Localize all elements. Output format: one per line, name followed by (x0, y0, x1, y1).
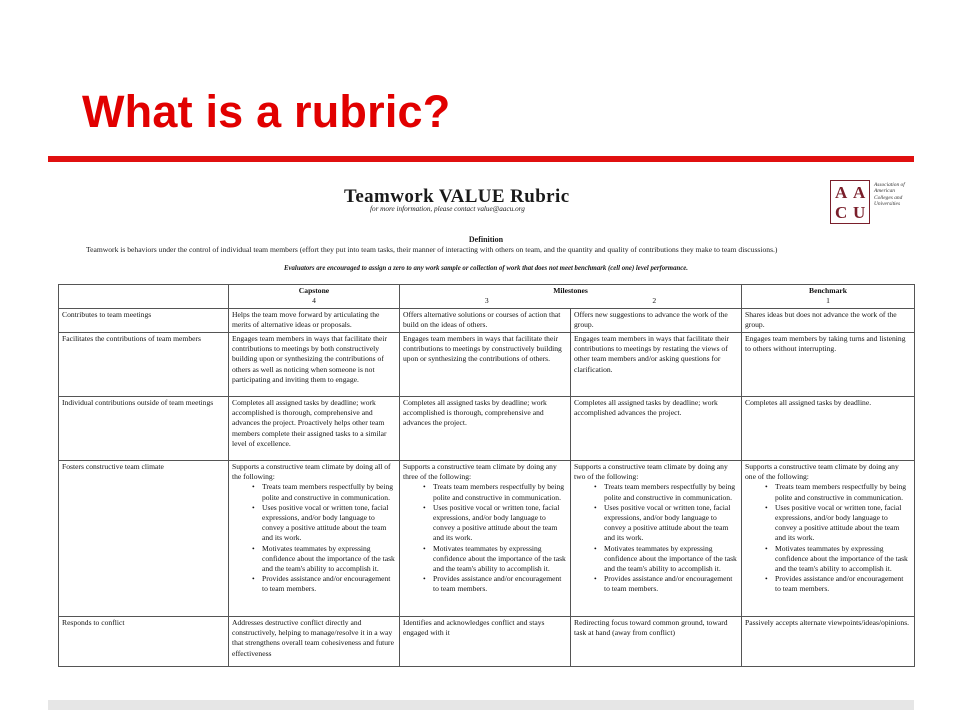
rubric-cell (229, 461, 400, 617)
table-row (59, 617, 915, 667)
criterion-cell: Contributes to team meetings (59, 309, 229, 333)
header-milestones (400, 285, 742, 309)
header-capstone-label: Capstone (298, 286, 330, 295)
logo-letter: A (835, 183, 848, 202)
definition-heading: Definition (468, 235, 504, 244)
header-milestone-level: 2 (652, 296, 657, 306)
rubric-cell: Completes all assigned tasks by deadline; work accomplished is thorough, comprehensive and advances the project. Proactively helps other team members complete their assigned tasks to a similar level of excellence. (229, 397, 400, 461)
climate-intro: Supports a constructive team climate by doing any three of the following: (403, 462, 557, 482)
table-header-row (59, 285, 915, 309)
definition-text: Teamwork is behaviors under the control of individual team members (effort they put into team tasks, their manner of interacting with others on team, and the quantity and quality of contributions they make to team discussions.) (86, 245, 778, 254)
climate-intro: Supports a constructive team climate by doing all of the following: (232, 462, 391, 482)
footer-band (48, 700, 914, 710)
rubric-cell: Identifies and acknowledges conflict and stays engaged with it (400, 617, 571, 667)
header-capstone (229, 285, 400, 309)
rubric-title: Teamwork VALUE Rubric (344, 186, 570, 207)
climate-bullet-list (232, 482, 396, 594)
logo-letter: C (835, 203, 848, 222)
criterion-cell: Responds to conflict (59, 617, 229, 667)
list-item: • Uses positive vocal or written tone, facial expressions, and/or body language to convey a positive attitude about the team and its work. (574, 503, 738, 544)
rubric-cell: Helps the team move forward by articulating the merits of alternative ideas or proposals. (229, 309, 400, 333)
evaluators-note: Evaluators are encouraged to assign a zero to any work sample or collection of work that does not meet benchmark (cell one) level performance. (283, 265, 689, 272)
rubric-cell: Passively accepts alternate viewpoints/ideas/opinions. (742, 617, 915, 667)
rubric-cell: Offers alternative solutions or courses of action that build on the ideas of others. (400, 309, 571, 333)
climate-intro: Supports a constructive team climate by doing any two of the following: (574, 462, 728, 482)
list-item: • Provides assistance and/or encouragement to team members. (745, 574, 911, 594)
list-item: • Treats team members respectfully by being polite and constructive in communication. (403, 482, 567, 502)
list-item: • Provides assistance and/or encouragement to team members. (232, 574, 396, 594)
criterion-cell: Individual contributions outside of team meetings (59, 397, 229, 461)
logo-letter: A (853, 183, 866, 202)
aacu-logo (830, 180, 914, 226)
rubric-cell: Completes all assigned tasks by deadline; work accomplished advances the project. (571, 397, 742, 461)
header-benchmark (742, 285, 915, 309)
list-item: • Provides assistance and/or encouragement to team members. (403, 574, 567, 594)
rubric-cell: Engages team members in ways that facilitate their contributions to meetings by restating the views of other team members and/or asking questions for clarification. (571, 333, 742, 397)
table-row (59, 309, 915, 333)
table-row (59, 333, 915, 397)
rubric-cell: Addresses destructive conflict directly and constructively, helping to manage/resolve it in a way that strengthens overall team cohesiveness and future effectiveness (229, 617, 400, 667)
list-item: • Uses positive vocal or written tone, facial expressions, and/or body language to convey a positive attitude about the team and its work. (403, 503, 567, 544)
table-row (59, 397, 915, 461)
slide-title: What is a rubric? (82, 86, 451, 137)
list-item: • Treats team members respectfully by being polite and constructive in communication. (232, 482, 396, 502)
logo-text: Association of American Colleges and Universities (874, 182, 905, 208)
rubric-cell: Engages team members in ways that facilitate their contributions to meetings by both constructively building upon or synthesizing the contributions of others as well as noticing when someone is not participating and inviting them to engage. (229, 333, 400, 397)
header-benchmark-label: Benchmark (809, 286, 847, 295)
rubric-cell: Offers new suggestions to advance the work of the group. (571, 309, 742, 333)
rubric-cell (400, 461, 571, 617)
rubric-cell: Completes all assigned tasks by deadline. (742, 397, 915, 461)
list-item: • Uses positive vocal or written tone, facial expressions, and/or body language to convey a positive attitude about the team and its work. (232, 503, 396, 544)
header-milestone-level: 3 (484, 296, 489, 306)
list-item: • Motivates teammates by expressing confidence about the importance of the task and the team's ability to accomplish it. (403, 544, 567, 575)
rubric-table (58, 284, 915, 667)
criterion-cell: Fosters constructive team climate (59, 461, 229, 617)
rubric-subtitle: for more information, please contact value@aacu.org (370, 205, 525, 213)
climate-bullet-list (403, 482, 567, 594)
list-item: • Treats team members respectfully by being polite and constructive in communication. (745, 482, 911, 502)
list-item: • Motivates teammates by expressing confidence about the importance of the task and the team's ability to accomplish it. (232, 544, 396, 575)
rubric-cell: Engages team members by taking turns and listening to others without interrupting. (742, 333, 915, 397)
rubric-cell: Redirecting focus toward common ground, toward task at hand (away from conflict) (571, 617, 742, 667)
list-item: • Motivates teammates by expressing confidence about the importance of the task and the team's ability to accomplish it. (745, 544, 911, 575)
header-milestones-label: Milestones (553, 286, 588, 295)
header-capstone-level: 4 (312, 296, 316, 306)
climate-bullet-list (574, 482, 738, 594)
climate-bullet-list (745, 482, 911, 594)
criterion-cell: Facilitates the contributions of team members (59, 333, 229, 397)
list-item: • Treats team members respectfully by being polite and constructive in communication. (574, 482, 738, 502)
rubric-document (58, 176, 914, 674)
title-divider (48, 156, 914, 162)
rubric-cell: Engages team members in ways that facilitate their contributions to meetings by constructively building upon or synthesizing the contributions of others. (400, 333, 571, 397)
rubric-cell: Shares ideas but does not advance the work of the group. (742, 309, 915, 333)
list-item: • Motivates teammates by expressing confidence about the importance of the task and the team's ability to accomplish it. (574, 544, 738, 575)
header-benchmark-level: 1 (826, 296, 830, 306)
list-item: • Provides assistance and/or encouragement to team members. (574, 574, 738, 594)
rubric-cell (571, 461, 742, 617)
rubric-cell (742, 461, 915, 617)
logo-letter: U (853, 203, 866, 222)
climate-intro: Supports a constructive team climate by doing any one of the following: (745, 462, 899, 482)
list-item: • Uses positive vocal or written tone, facial expressions, and/or body language to convey a positive attitude about the team and its work. (745, 503, 911, 544)
rubric-cell: Completes all assigned tasks by deadline; work accomplished is thorough, comprehensive and advances the project. (400, 397, 571, 461)
header-empty-cell (59, 285, 229, 309)
table-row (59, 461, 915, 617)
logo-monogram (830, 180, 870, 224)
